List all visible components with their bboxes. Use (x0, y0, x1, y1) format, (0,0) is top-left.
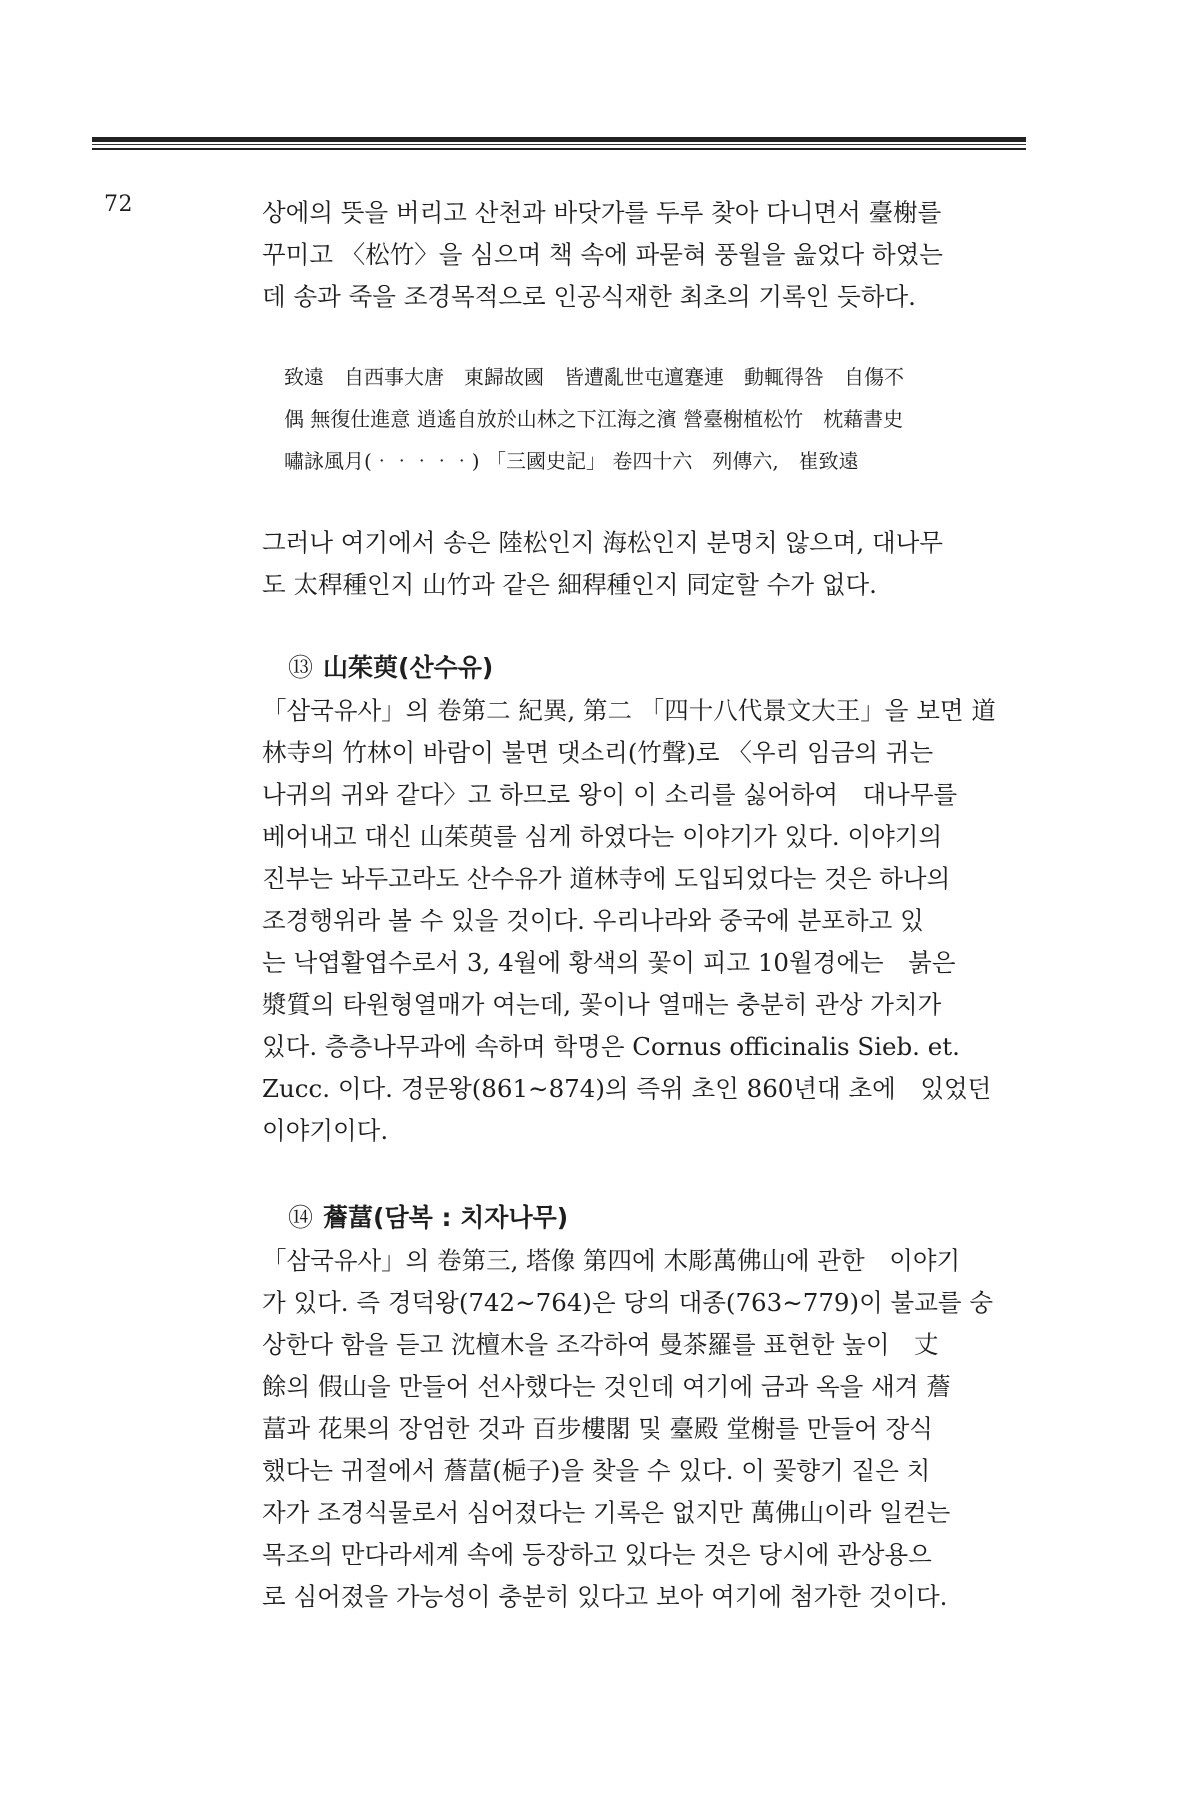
page-body (262, 192, 1026, 1618)
text-line: 자가 조경식물로서 심어졌다는 기록은 없지만 萬佛山이라 일컫는 (262, 1498, 951, 1527)
page-number: 72 (104, 192, 133, 217)
text-line: 나귀의 귀와 같다〉고 하므로 왕이 이 소리를 싫어하여 대나무를 (262, 780, 958, 809)
text-line: 진부는 놔두고라도 산수유가 道林寺에 도입되었다는 것은 하나의 (262, 864, 951, 893)
text-line: 로 심어졌을 가능성이 충분히 있다고 보아 여기에 첨가한 것이다. (262, 1582, 948, 1611)
text-line: 漿質의 타원형열매가 여는데, 꽃이나 열매는 충분히 관상 가치가 (262, 990, 942, 1019)
text-line: 그러나 여기에서 송은 陸松인지 海松인지 분명치 않으며, 대나무 (262, 528, 943, 557)
text-line: 가 있다. 즉 경덕왕(742∼764)은 당의 대종(763∼779)이 불교를 숭 (262, 1288, 993, 1317)
section-heading-14 (288, 1198, 1026, 1238)
text-line: 林寺의 竹林이 바람이 불면 댓소리(竹聲)로 〈우리 임금의 귀는 (262, 738, 934, 767)
text-line: 있다. 층층나무과에 속하며 학명은 Cornus officinalis Sieb. et. (262, 1032, 960, 1061)
text-line: 葍과 花果의 장엄한 것과 百步樓閣 및 臺殿 堂榭를 만들어 장식 (262, 1414, 933, 1443)
text-line: 꾸미고 〈松竹〉을 심으며 책 속에 파묻혀 풍월을 읊었다 하였는 (262, 240, 943, 269)
quote-line: 致遠 自西事大唐 東歸故國 皆遭亂世屯邅蹇連 動輒得咎 自傷不 (284, 365, 904, 389)
header-rule (92, 137, 1026, 150)
text-line: 상에의 뜻을 버리고 산천과 바닷가를 두루 찾아 다니면서 臺榭를 (262, 198, 942, 227)
intro-paragraph (262, 192, 1026, 318)
section-number: ⑬ (288, 653, 314, 682)
after-quote-paragraph (262, 522, 1026, 606)
text-line: 「삼국유사」의 卷第三, 塔像 第四에 木彫萬佛山에 관한 이야기 (262, 1246, 961, 1275)
section-13-paragraph (262, 690, 1026, 1152)
text-line: 상한다 함을 듣고 沈檀木을 조각하여 曼茶羅를 표현한 높이 丈 (262, 1330, 939, 1359)
text-line: 목조의 만다라세계 속에 등장하고 있다는 것은 당시에 관상용으 (262, 1540, 932, 1569)
quote-line: 嘯詠風月(‧‧‧‧‧) 「三國史記」 卷四十六 列傳六, 崔致遠 (284, 449, 859, 473)
section-title: 山茱萸(산수유) (323, 653, 494, 682)
text-line: 베어내고 대신 山茱萸를 심게 하였다는 이야기가 있다. 이야기의 (262, 822, 943, 851)
text-line: 「삼국유사」의 卷第二 紀異, 第二 「四十八代景文大王」을 보면 道 (262, 696, 996, 725)
text-line: 데 송과 죽을 조경목적으로 인공식재한 최초의 기록인 듯하다. (262, 282, 916, 311)
text-line: 餘의 假山을 만들어 선사했다는 것인데 여기에 금과 옥을 새겨 薝 (262, 1372, 951, 1401)
text-line: 이야기이다. (262, 1116, 389, 1145)
text-line: 조경행위라 볼 수 있을 것이다. 우리나라와 중국에 분포하고 있 (262, 906, 924, 935)
quote-line: 偶 無復仕進意 逍遙自放於山林之下江海之濱 營臺榭植松竹 枕藉書史 (284, 407, 904, 431)
text-line: 했다는 귀절에서 薝葍(梔子)을 찾을 수 있다. 이 꽃향기 짙은 치 (262, 1456, 931, 1485)
section-heading-13 (288, 648, 1026, 688)
text-line: Zucc. 이다. 경문왕(861∼874)의 즉위 초인 860년대 초에 있었던 (262, 1074, 992, 1103)
section-title: 薝葍(담복 : 치자나무) (323, 1203, 569, 1232)
classical-quote (284, 356, 1026, 482)
section-number: ⑭ (288, 1203, 314, 1232)
text-line: 는 낙엽활엽수로서 3, 4월에 황색의 꽃이 피고 10월경에는 붉은 (262, 948, 956, 977)
text-line: 도 太稈種인지 山竹과 같은 細稈種인지 同定할 수가 없다. (262, 570, 877, 599)
section-14-paragraph (262, 1240, 1026, 1618)
